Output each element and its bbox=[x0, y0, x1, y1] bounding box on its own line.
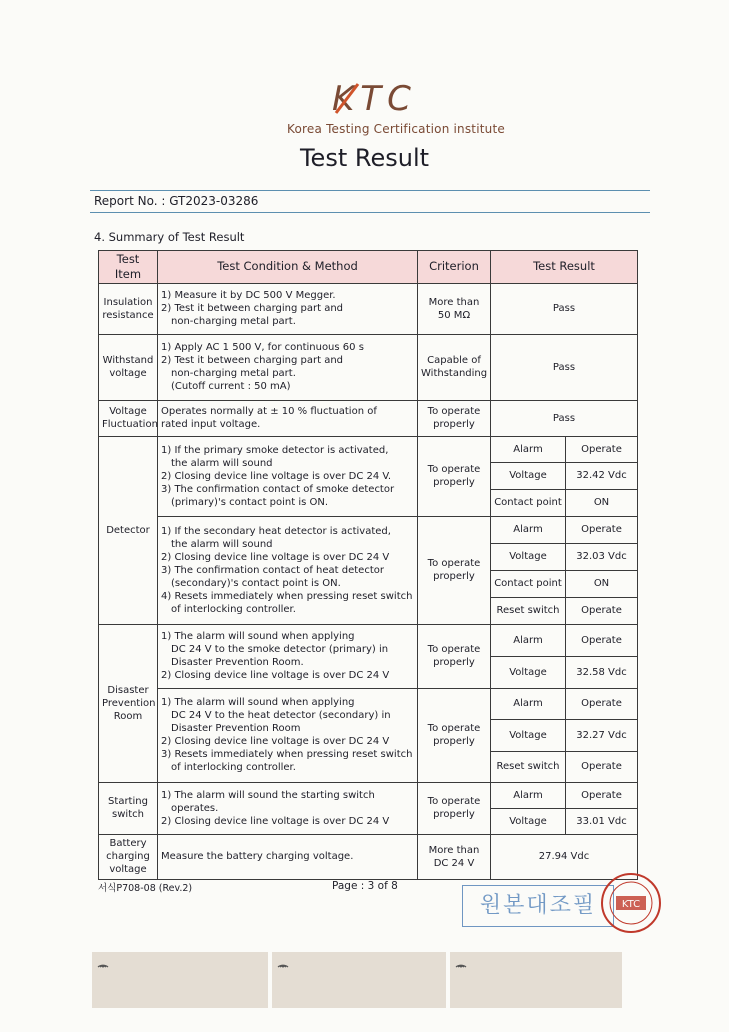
sub-value: Operate bbox=[566, 751, 638, 782]
condition-cell: Measure the battery charging voltage. bbox=[158, 834, 418, 879]
institute-name: Korea Testing Certification institute bbox=[287, 122, 505, 136]
sub-value: Operate bbox=[566, 688, 638, 719]
result-cell: 27.94 Vdc bbox=[491, 834, 638, 879]
condition-cell: Operates normally at ± 10 % fluctuation of rated input voltage. bbox=[158, 400, 418, 436]
item-cell: Starting switch bbox=[99, 782, 158, 834]
sub-label: Alarm bbox=[491, 782, 566, 808]
criterion-cell: To operate properly bbox=[418, 782, 491, 834]
condition-cell: 1) If the secondary heat detector is activated, the alarm will sound 2) Closing device line voltage is over DC 24 V 3) The confirmation contact of heat detector (secondary)'s contact point is ON. 4) Resets immediately when pressing reset switch of interlocking controller. bbox=[158, 516, 418, 624]
result-cell: Pass bbox=[491, 283, 638, 334]
criterion-cell: Capable of Withstanding bbox=[418, 334, 491, 400]
table-row bbox=[99, 400, 638, 436]
item-cell: Disaster Prevention Room bbox=[99, 624, 158, 782]
wifi-mark-icon bbox=[276, 956, 290, 970]
page-title: Test Result bbox=[299, 144, 430, 172]
divider-bottom bbox=[90, 212, 650, 213]
item-cell: Insulation resistance bbox=[99, 283, 158, 334]
sub-label: Contact point bbox=[491, 570, 566, 597]
sub-label: Voltage bbox=[491, 543, 566, 570]
summary-table bbox=[98, 250, 638, 880]
result-cell: Pass bbox=[491, 400, 638, 436]
table-row bbox=[99, 283, 638, 334]
sub-value: Operate bbox=[566, 597, 638, 624]
condition-cell: 1) Apply AC 1 500 V, for continuous 60 s 2) Test it between charging part and non-charging metal part. (Cutoff current : 50 mA) bbox=[158, 334, 418, 400]
table-row bbox=[99, 516, 638, 543]
sub-label: Voltage bbox=[491, 462, 566, 489]
section-title: 4. Summary of Test Result bbox=[94, 230, 245, 244]
page-number: Page : 3 of 8 bbox=[332, 880, 398, 892]
table-header-row bbox=[99, 251, 638, 284]
header-test-item: Test Item bbox=[99, 251, 158, 284]
form-number: 서식P708-08 (Rev.2) bbox=[98, 883, 193, 894]
sub-value: Operate bbox=[566, 516, 638, 543]
original-copy-stamp: 원본대조필 bbox=[462, 885, 614, 927]
wifi-mark-icon bbox=[96, 956, 110, 970]
sub-label: Reset switch bbox=[491, 751, 566, 782]
sub-label: Voltage bbox=[491, 719, 566, 751]
sub-value: 33.01 Vdc bbox=[566, 808, 638, 834]
sub-value: Operate bbox=[566, 624, 638, 656]
sub-label: Contact point bbox=[491, 489, 566, 516]
sub-label: Voltage bbox=[491, 808, 566, 834]
condition-cell: 1) The alarm will sound when applying DC 24 V to the heat detector (secondary) in Disaster Prevention Room 2) Closing device line voltage is over DC 24 V 3) Resets immediately when pressing reset switch of interlocking controller. bbox=[158, 688, 418, 782]
sub-value: 32.58 Vdc bbox=[566, 656, 638, 688]
criterion-cell: To operate properly bbox=[418, 400, 491, 436]
sub-value: Operate bbox=[566, 782, 638, 808]
sub-label: Reset switch bbox=[491, 597, 566, 624]
security-band-right bbox=[450, 952, 622, 1008]
report-number: Report No. : GT2023-03286 bbox=[94, 194, 259, 208]
ktc-logo bbox=[330, 80, 465, 116]
condition-cell: 1) The alarm will sound when applying DC 24 V to the smoke detector (primary) in Disaster Prevention Room. 2) Closing device line voltage is over DC 24 V bbox=[158, 624, 418, 688]
criterion-cell: More than 50 MΩ bbox=[418, 283, 491, 334]
header-criterion: Criterion bbox=[418, 251, 491, 284]
sub-value: ON bbox=[566, 570, 638, 597]
wifi-mark-icon bbox=[454, 956, 468, 970]
item-cell: Withstand voltage bbox=[99, 334, 158, 400]
sub-value: ON bbox=[566, 489, 638, 516]
table-row bbox=[99, 624, 638, 656]
condition-cell: 1) If the primary smoke detector is activated, the alarm will sound 2) Closing device line voltage is over DC 24 V. 3) The confirmation contact of smoke detector (primary)'s contact point is ON. bbox=[158, 436, 418, 516]
item-cell: Detector bbox=[99, 436, 158, 624]
sub-value: 32.27 Vdc bbox=[566, 719, 638, 751]
header-result: Test Result bbox=[491, 251, 638, 284]
criterion-cell: To operate properly bbox=[418, 688, 491, 782]
criterion-cell: To operate properly bbox=[418, 516, 491, 624]
seal-lettering: KTC bbox=[621, 899, 641, 910]
item-cell: Battery charging voltage bbox=[99, 834, 158, 879]
sub-value: 32.03 Vdc bbox=[566, 543, 638, 570]
criterion-cell: To operate properly bbox=[418, 436, 491, 516]
sub-label: Alarm bbox=[491, 624, 566, 656]
security-band-middle bbox=[272, 952, 446, 1008]
header-condition: Test Condition & Method bbox=[158, 251, 418, 284]
table-row bbox=[99, 834, 638, 879]
sub-label: Alarm bbox=[491, 688, 566, 719]
sub-label: Alarm bbox=[491, 516, 566, 543]
criterion-cell: More than DC 24 V bbox=[418, 834, 491, 879]
result-cell: Pass bbox=[491, 334, 638, 400]
sub-value: Operate bbox=[566, 436, 638, 462]
sub-label: Voltage bbox=[491, 656, 566, 688]
table-row bbox=[99, 436, 638, 462]
table-row bbox=[99, 688, 638, 719]
official-seal-icon bbox=[600, 872, 662, 934]
condition-cell: 1) Measure it by DC 500 V Megger. 2) Test it between charging part and non-charging metal part. bbox=[158, 283, 418, 334]
table-row bbox=[99, 782, 638, 808]
security-band-left bbox=[92, 952, 268, 1008]
logo-lettering: KTC bbox=[332, 80, 417, 116]
sub-value: 32.42 Vdc bbox=[566, 462, 638, 489]
table-row bbox=[99, 334, 638, 400]
sub-label: Alarm bbox=[491, 436, 566, 462]
criterion-cell: To operate properly bbox=[418, 624, 491, 688]
divider-top bbox=[90, 190, 650, 191]
condition-cell: 1) The alarm will sound the starting switch operates. 2) Closing device line voltage is over DC 24 V bbox=[158, 782, 418, 834]
item-cell: Voltage Fluctuation bbox=[99, 400, 158, 436]
